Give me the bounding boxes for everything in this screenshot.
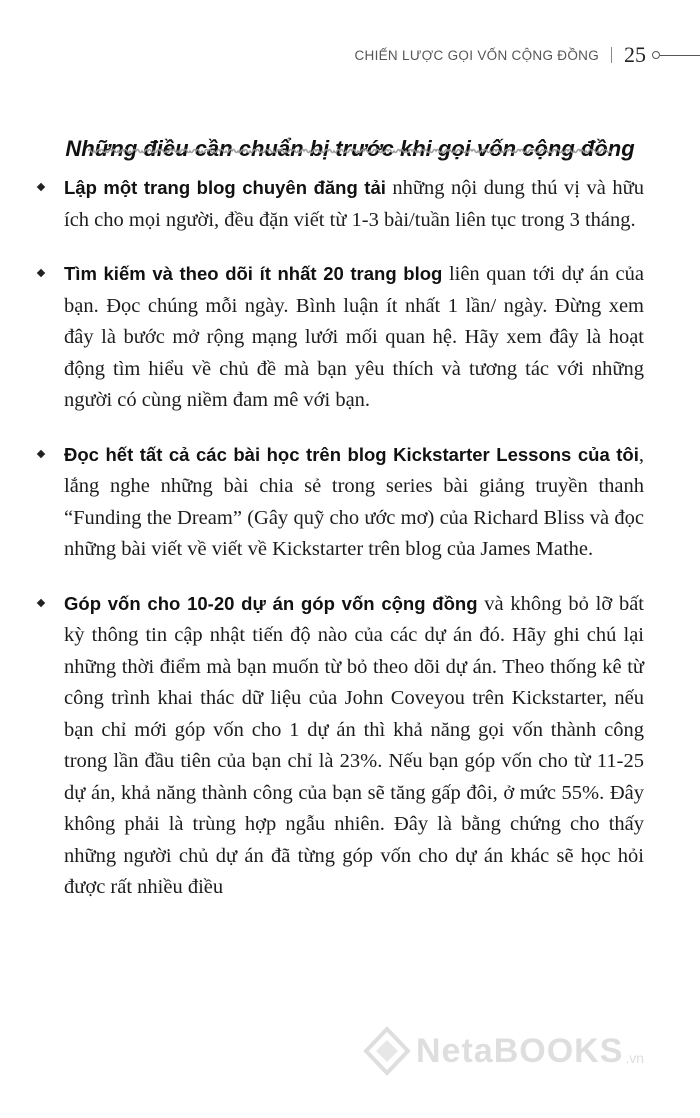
running-head [354,40,700,70]
section-heading: Những điều cần chuẩn bị trước khi gọi vốn cộng đồng [65,136,635,162]
list-item-emphasis: Góp vốn cho 10-20 dự án góp vốn cộng đồng [64,592,478,614]
list-item-body: những nội dung thú vị và hữu ích cho mọi người, đều đặn viết từ 1-3 bài/tuần liên tục trong 3 tháng. [64,177,644,231]
ornament-dot-icon [652,51,660,59]
list-item-text [64,588,644,904]
list-item [38,588,644,904]
list-item-text [64,439,644,566]
list-item-text [64,258,644,417]
publisher-logo-icon [362,1026,412,1076]
diamond-bullet-icon [37,449,45,457]
watermark-text: NetaBOOKS [416,1031,624,1070]
list-item-emphasis: Lập một trang blog chuyên đăng tải [64,177,386,198]
list-item-body: và không bỏ lỡ bất kỳ thông tin cập nhật tiến độ nào của các dự án đó. Hãy ghi chú lại những thời điểm mà bạn muốn từ bỏ theo dõi dự án. Theo thống kê từ công trình khai thác dữ liệu của John Coveyou trên Kickstarter, nếu bạn chỉ mới góp vốn cho 1 dự án thì khả năng gọi vốn thành công trong lần đầu tiên của bạn chỉ là 23%. Nếu bạn góp vốn cho từ 11-25 dự án, khả năng thành công của bạn sẽ tăng gấp đôi, ở mức 55%. Đây không phải là trùng hợp ngẫu nhiên. Đây là bằng chứng cho thấy những người chủ dự án đã từng góp vốn cho dự án khác sẽ học hỏi được rất nhiều điều [64,592,644,898]
diamond-bullet-icon [37,598,45,606]
wavy-underline [88,146,612,156]
list-item-text [64,172,644,236]
running-head-rule [652,51,700,59]
watermark [362,1026,644,1076]
list-item-body: , lắng nghe những bài chia sẻ trong series bài giảng truyền thanh “Funding the Dream” (Gây quỹ cho ước mơ) của Richard Bliss và đọc những bài viết về viết về Kickstarter trên blog của James Mathe. [64,443,644,560]
list-item-emphasis: Tìm kiếm và theo dõi ít nhất 20 trang blog [64,263,443,284]
running-head-separator [611,47,612,63]
list-item-emphasis: Đọc hết tất cả các bài học trên blog Kickstarter Lessons của tôi [64,443,639,465]
checklist [38,172,644,926]
diamond-bullet-icon [37,269,45,277]
ornament-line [660,55,700,56]
watermark-suffix: .vn [625,1050,645,1066]
running-head-title: CHIẾN LƯỢC GỌI VỐN CỘNG ĐỒNG [354,47,599,63]
list-item [38,172,644,236]
page-number: 25 [624,42,646,67]
list-item [38,258,644,417]
list-item-body: liên quan tới dự án của bạn. Đọc chúng mỗi ngày. Bình luận ít nhất 1 lần/ ngày. Đừng xem đây là bước mở rộng mạng lưới mối quan hệ. Hãy xem đây là hoạt động tìm hiểu về chủ đề mà bạn yêu thích và tương tác với những người có cùng niềm đam mê với bạn. [64,263,644,411]
list-item [38,439,644,566]
diamond-bullet-icon [37,183,45,191]
